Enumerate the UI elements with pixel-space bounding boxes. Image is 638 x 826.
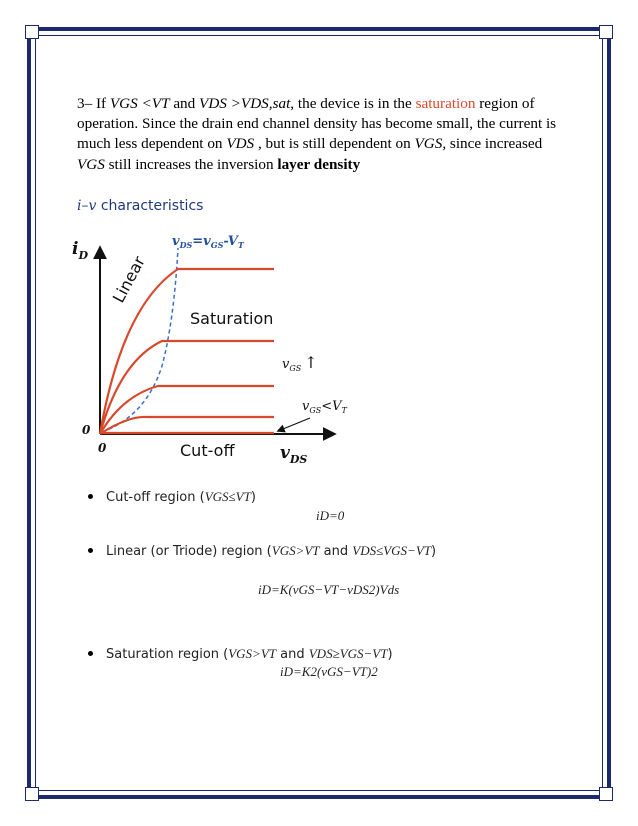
equation-saturation: iD=K2(vGS−VT)2 [280,664,378,679]
boundary-equation-label: $v_{DS}=v_{GS}-V_T$ [172,234,244,250]
bullet-saturation: Saturation region (VGS>VT and VDS≥VGS−VT) [88,646,393,662]
equation-linear: iD=K(vGS−VT−vDS2)Vds [258,582,400,597]
x-axis-label: $v_{DS}$ [280,443,308,466]
curve-vgs-2 [100,386,274,434]
cutoff-region-label: Cut-off [180,441,235,460]
bullet-cutoff: Cut-off region (VGS≤VT) [88,489,256,505]
vgs-less-vt-label: $v_{GS}<V_T$ [302,399,347,415]
equation-cutoff: iD=0 [316,508,345,523]
bold-phrase: layer density [277,155,361,173]
bullet-linear: Linear (or Triode) region (VGS>VT and VDS≤VGS−VT) [88,543,436,559]
border-corner-bottom-right [599,787,613,801]
bullet-dot [88,494,93,499]
border-corner-top-right [599,25,613,39]
origin-x-label: 0 [98,441,107,455]
border-corner-bottom-left [25,787,39,801]
section-heading: i–v characteristics [77,198,204,214]
curve-vgs-1 [100,417,274,434]
y-axis-label: $i_D$ [72,239,89,262]
origin-y-label: 0 [82,423,91,437]
vgs-lt-vt-pointer [278,418,310,431]
iv-characteristics-diagram [66,226,347,466]
bullet-dot [88,651,93,656]
saturation-region-label: Saturation [190,309,274,328]
linear-region-label: Linear [108,253,149,306]
highlight-saturation: saturation [415,95,476,112]
border-corner-top-left [25,25,39,39]
vgs-increasing-label: $v_{GS}$ ↑ [282,353,318,373]
saturation-paragraph: 3– If VGS <VT and VDS >VDS,sat, the device is in the saturation region of operation. Since the drain end channel density has become small, the current is much less dependent on VDS , but is still dependent on VGS, since increased VGS still increases the inversion layer density [77,95,557,173]
bullet-dot [88,548,93,553]
